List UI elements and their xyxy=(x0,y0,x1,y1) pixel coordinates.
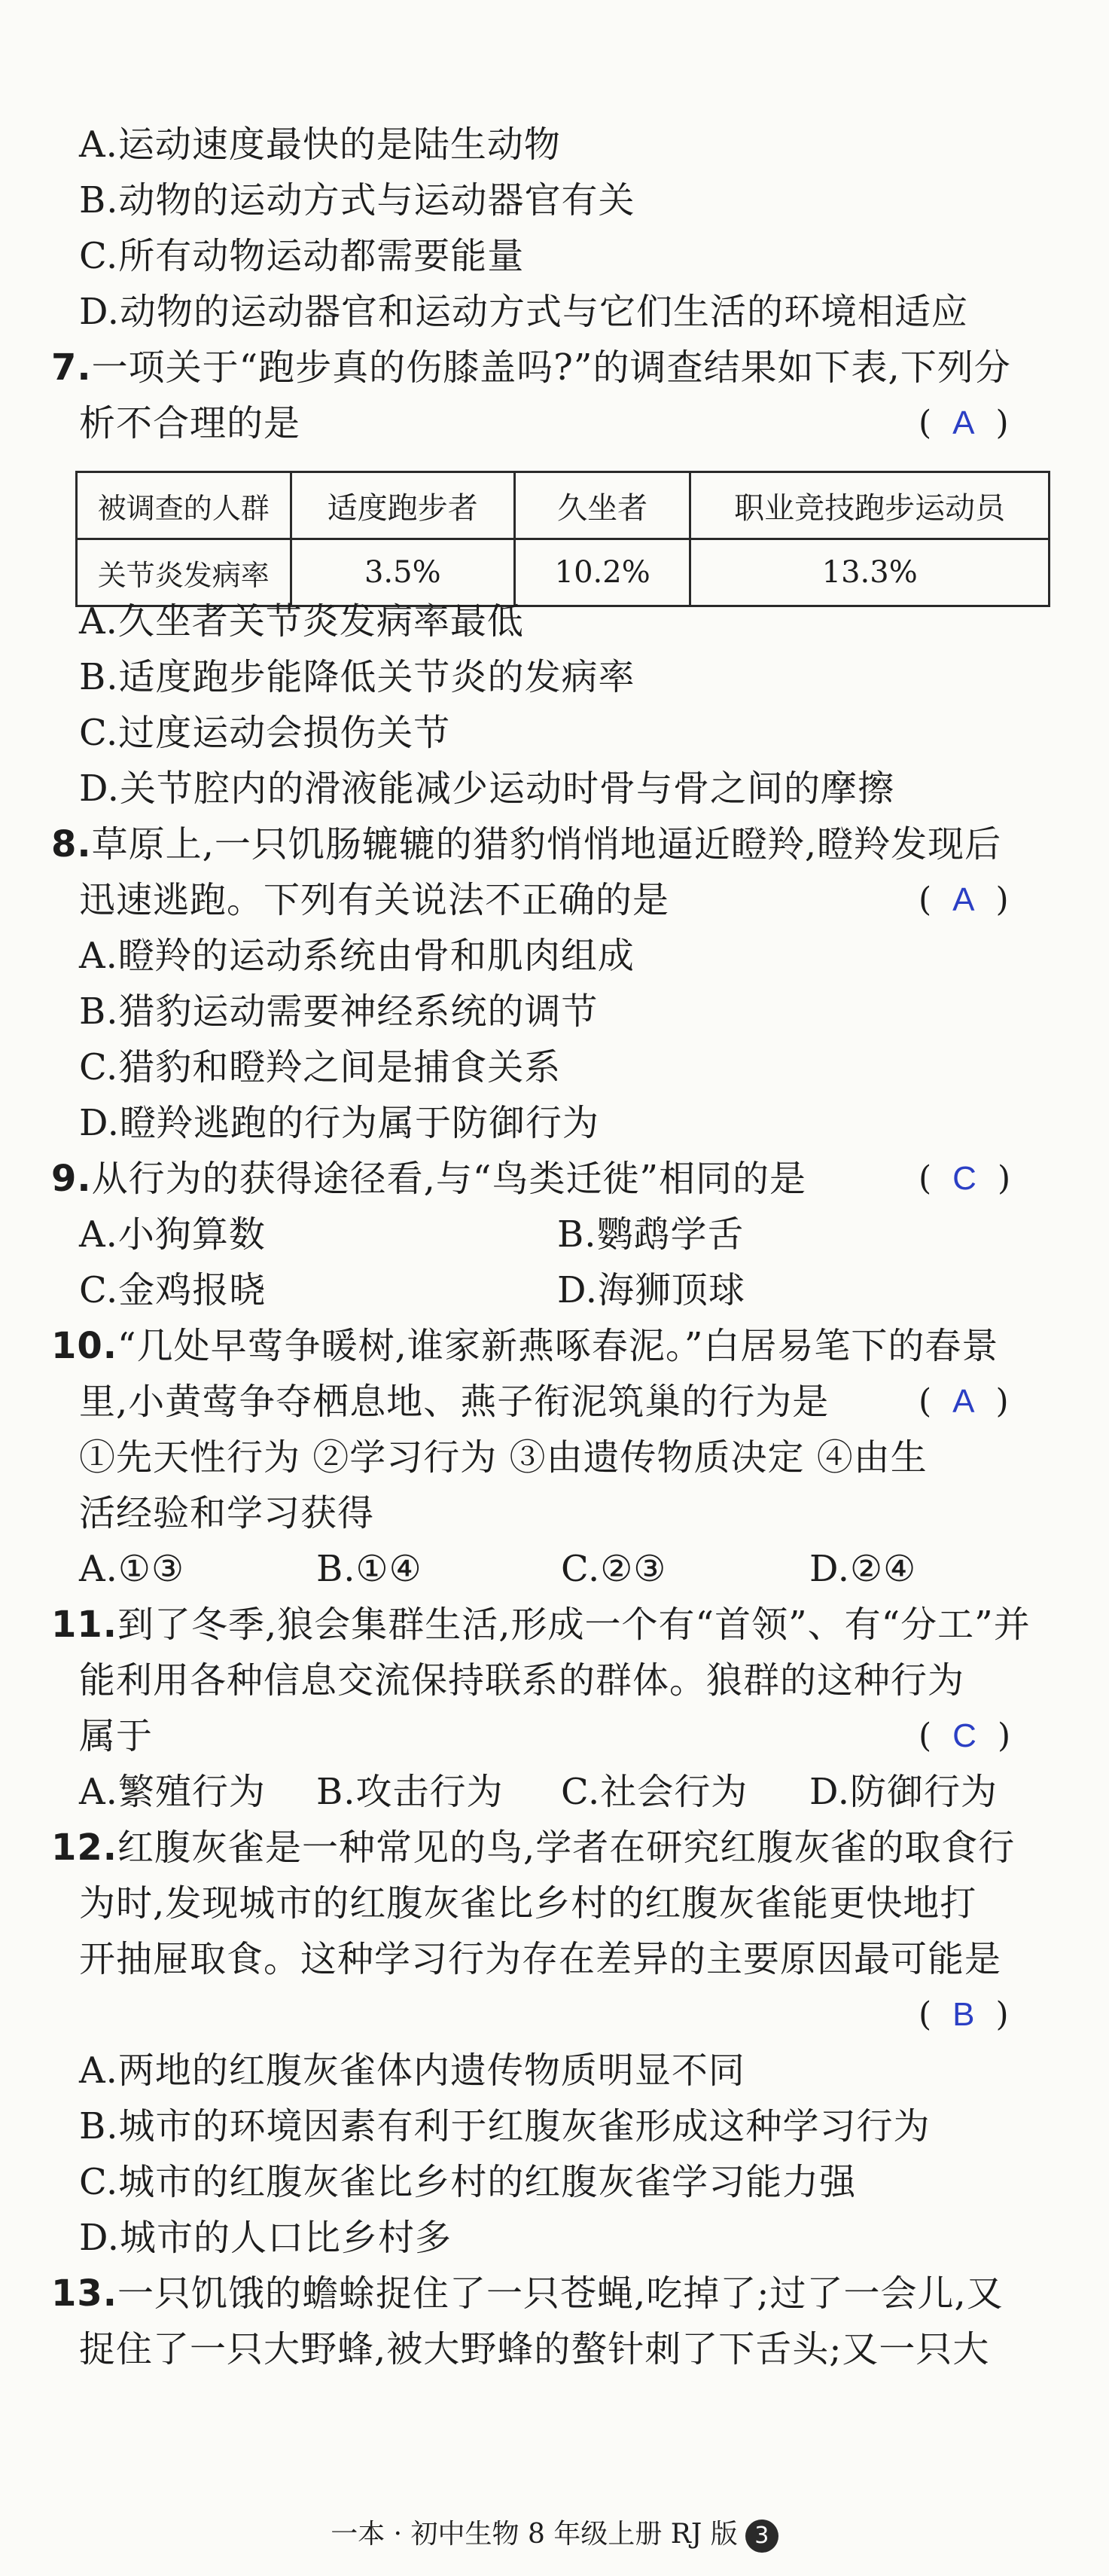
q11-option-b: B.攻击行为 xyxy=(316,1771,504,1813)
q11-stem-line2: 能利用各种信息交流保持联系的群体。狼群的这种行为 xyxy=(79,1659,965,1702)
q9-stem-line1: 9.从行为的获得途径看,与“鸟类迁徙”相同的是 xyxy=(51,1158,806,1200)
table-row xyxy=(77,539,1050,606)
page-footer xyxy=(0,2516,1109,2553)
q12-stem-line1: 12.红腹灰雀是一种常见的鸟,学者在研究红腹灰雀的取食行 xyxy=(51,1827,1016,1869)
q7-option-c: C.过度运动会损伤关节 xyxy=(79,712,451,754)
q7-number: 7. xyxy=(51,346,92,389)
q13-stem-line2: 捉住了一只大野蜂,被大野蜂的螯针刺了下舌头;又一只大 xyxy=(79,2328,990,2370)
table-cell: 10.2% xyxy=(514,539,690,606)
q6-option-d: D.动物的运动器官和运动方式与它们生活的环境相适应 xyxy=(79,291,969,333)
q7-stem-line2: 析不合理的是 xyxy=(79,402,301,444)
q10-number: 10. xyxy=(51,1325,118,1367)
q10-stem-line1: 10.“几处早莺争暖树,谁家新燕啄春泥。”白居易笔下的春景 xyxy=(51,1325,999,1367)
q7-option-b: B.适度跑步能降低关节炎的发病率 xyxy=(79,656,635,698)
q10-option-d: D.②④ xyxy=(809,1548,917,1590)
q11-stem-line3: 属于 xyxy=(79,1715,154,1757)
q11-option-a: A.繁殖行为 xyxy=(79,1771,266,1813)
q11-option-c: C.社会行为 xyxy=(561,1771,748,1813)
q9-answer: ( C ) xyxy=(919,1159,1011,1198)
q6-option-b: B.动物的运动方式与运动器官有关 xyxy=(79,179,635,221)
q12-stem-line3: 开抽屉取食。这种学习行为存在差异的主要原因最可能是 xyxy=(79,1938,1002,1980)
q8-option-b: B.猎豹运动需要神经系统的调节 xyxy=(79,990,599,1033)
q9-option-a: A.小狗算数 xyxy=(79,1213,266,1256)
q9-number: 9. xyxy=(51,1158,92,1200)
page-number: 3 xyxy=(745,2520,778,2553)
q12-number: 12. xyxy=(51,1827,118,1869)
q6-option-a: A.运动速度最快的是陆生动物 xyxy=(79,124,561,166)
q11-number: 11. xyxy=(51,1604,118,1646)
footer-text: 一本 · 初中生物 8 年级上册 RJ 版 xyxy=(331,2519,738,2550)
q7-stem-line1: 7.一项关于“跑步真的伤膝盖吗?”的调查结果如下表,下列分 xyxy=(51,346,1011,389)
q11-stem-line1: 11.到了冬季,狼会集群生活,形成一个有“首领”、有“分工”并 xyxy=(51,1604,1031,1646)
table-cell: 适度跑步者 xyxy=(291,472,514,539)
q10-items-line2: 活经验和学习获得 xyxy=(79,1492,375,1534)
q9-option-b: B.鹦鹉学舌 xyxy=(557,1213,745,1256)
q10-answer: ( A ) xyxy=(919,1382,1009,1421)
q12-stem-line2: 为时,发现城市的红腹灰雀比乡村的红腹灰雀能更快地打 xyxy=(79,1882,977,1924)
q11-answer: ( C ) xyxy=(919,1717,1011,1755)
q8-stem-line1: 8.草原上,一只饥肠辘辘的猎豹悄悄地逼近瞪羚,瞪羚发现后 xyxy=(51,823,1002,865)
table-cell: 关节炎发病率 xyxy=(77,539,291,606)
q8-stem-line2: 迅速逃跑。下列有关说法不正确的是 xyxy=(79,879,670,921)
q9-option-c: C.金鸡报晓 xyxy=(79,1269,267,1311)
q12-option-c: C.城市的红腹灰雀比乡村的红腹灰雀学习能力强 xyxy=(79,2161,857,2203)
q8-number: 8. xyxy=(51,823,92,865)
q6-option-c: C.所有动物运动都需要能量 xyxy=(79,235,525,277)
q8-option-d: D.瞪羚逃跑的行为属于防御行为 xyxy=(79,1102,600,1144)
table-cell: 被调查的人群 xyxy=(77,472,291,539)
table-header-row xyxy=(77,472,1050,539)
q12-option-d: D.城市的人口比乡村多 xyxy=(79,2217,452,2259)
q8-option-a: A.瞪羚的运动系统由骨和肌肉组成 xyxy=(79,935,635,977)
q13-number: 13. xyxy=(51,2272,118,2315)
q10-option-c: C.②③ xyxy=(561,1548,667,1590)
table-cell: 职业竞技跑步运动员 xyxy=(690,472,1050,539)
table-cell: 3.5% xyxy=(291,539,514,606)
q10-option-b: B.①④ xyxy=(316,1548,422,1590)
q7-option-a: A.久坐者关节炎发病率最低 xyxy=(79,600,524,642)
q13-stem-line1: 13.一只饥饿的蟾蜍捉住了一只苍蝇,吃掉了;过了一会儿,又 xyxy=(51,2272,1004,2315)
table-cell: 久坐者 xyxy=(514,472,690,539)
q11-option-d: D.防御行为 xyxy=(809,1771,998,1813)
q7-option-d: D.关节腔内的滑液能减少运动时骨与骨之间的摩擦 xyxy=(79,768,895,810)
q12-option-b: B.城市的环境因素有利于红腹灰雀形成这种学习行为 xyxy=(79,2105,931,2147)
q7-answer: ( A ) xyxy=(919,404,1009,442)
q12-answer: ( B ) xyxy=(919,1995,1009,2034)
q8-option-c: C.猎豹和瞪羚之间是捕食关系 xyxy=(79,1046,562,1088)
q7-survey-table xyxy=(75,471,1050,607)
q10-stem-line2: 里,小黄莺争夺栖息地、燕子衔泥筑巢的行为是 xyxy=(79,1381,830,1423)
q8-answer: ( A ) xyxy=(919,881,1009,919)
q10-option-a: A.①③ xyxy=(79,1548,184,1590)
q12-option-a: A.两地的红腹灰雀体内遗传物质明显不同 xyxy=(79,2050,745,2092)
q9-option-d: D.海狮顶球 xyxy=(557,1269,746,1311)
q10-items-line1: ①先天性行为 ②学习行为 ③由遗传物质决定 ④由生 xyxy=(79,1436,928,1479)
table-cell: 13.3% xyxy=(690,539,1050,606)
